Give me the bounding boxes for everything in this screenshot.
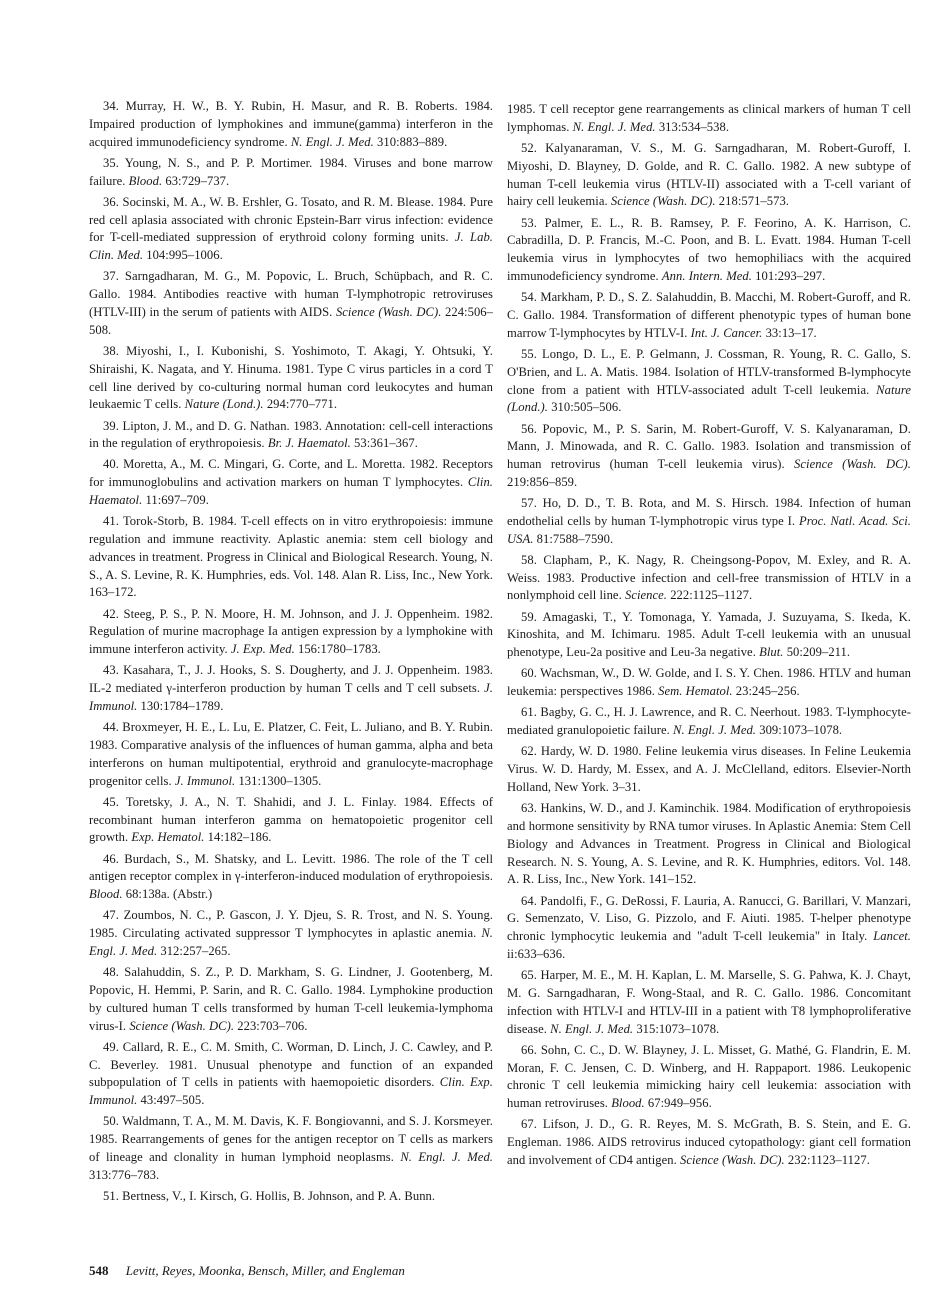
reference-number: 44. bbox=[103, 720, 119, 735]
reference-citation: 130:1784–1789. bbox=[140, 699, 224, 714]
reference-text: Toretsky, J. A., N. T. Shahidi, and J. L. Finlay. 1984. Effects of recombinant human interferon gamma on hematopoietic progenitor cell growth. bbox=[89, 794, 493, 845]
reference-citation: 313:534–538. bbox=[658, 119, 730, 134]
reference-text: Pandolfi, F., G. DeRossi, F. Lauria, A. Ranucci, G. Barillari, V. Manzari, G. Semenzato, V. Liso, G. Pizzolo, and F. Aiuti. 1985. T-helper phenotype chronic lymphocytic leukemia and "adult T-cell leukemia" in Italy. bbox=[507, 893, 911, 944]
reference-citation: 67:949–956. bbox=[647, 1096, 712, 1111]
reference-journal: Proc. Natl. Acad. Sci. USA. bbox=[507, 513, 911, 546]
reference-journal: Clin. Haematol. bbox=[89, 475, 493, 508]
reference-number: 38. bbox=[103, 343, 119, 358]
reference-entry bbox=[89, 194, 493, 265]
reference-number: 49. bbox=[103, 1039, 119, 1054]
reference-text: Callard, R. E., C. M. Smith, C. Worman, D. Linch, J. C. Cawley, and P. C. Beverley. 1981. Unusual phenotype and function of an expanded subpopulation of T cells in patients with haemopoietic disorders. bbox=[89, 1039, 494, 1090]
reference-entry bbox=[507, 1116, 911, 1169]
reference-citation: 310:505–506. bbox=[551, 400, 622, 415]
reference-text: Socinski, M. A., W. B. Ershler, G. Tosato, and R. M. Blease. 1984. Pure red cell aplasia associated with chronic Epstein-Barr virus infection: evidence for T-cell-mediated suppression of erythroid colony forming units. bbox=[89, 194, 493, 245]
reference-entry bbox=[507, 967, 911, 1038]
reference-entry bbox=[89, 1039, 493, 1110]
reference-journal: N. Engl. J. Med. bbox=[550, 1021, 634, 1036]
reference-number: 58. bbox=[521, 552, 537, 567]
reference-entry bbox=[507, 1042, 911, 1113]
reference-number: 65. bbox=[521, 968, 537, 983]
reference-text: Popovic, M., P. S. Sarin, M. Robert-Guroff, V. S. Kalyanaraman, D. Mann, J. Minowada, and R. C. Gallo. 1983. Isolation and transmission of human retrovirus (human T-cell leukemia virus). bbox=[507, 421, 911, 472]
reference-entry bbox=[507, 743, 911, 796]
reference-column-left bbox=[89, 98, 493, 1209]
reference-number: 54. bbox=[521, 290, 537, 305]
reference-journal: N. Engl. J. Med. bbox=[290, 134, 374, 149]
reference-entry bbox=[507, 552, 911, 605]
reference-number: 37. bbox=[103, 269, 119, 284]
reference-journal: N. Engl. J. Med. bbox=[400, 1149, 493, 1164]
reference-text: Bagby, G. C., H. J. Lawrence, and R. C. Neerhout. 1983. T-lymphocyte-mediated granulopoietic failure. bbox=[507, 705, 911, 738]
reference-journal: J. Lab. Clin. Med. bbox=[89, 230, 494, 263]
reference-number: 56. bbox=[521, 421, 537, 436]
reference-text: Longo, D. L., E. P. Gelmann, J. Cossman, R. Young, R. C. Gallo, S. O'Brien, and L. A. Matis. 1984. Isolation of HTLV-transformed B-lymphocyte clone from a patient with HTLV-associated adult T-cell leukemia. bbox=[507, 346, 911, 397]
reference-text: Markham, P. D., S. Z. Salahuddin, B. Macchi, M. Robert-Guroff, and R. C. Gallo. 1984. Transformation of different phenotypic types of human bone marrow T-lymphocytes by HTLV-I. bbox=[507, 290, 911, 340]
reference-journal: N. Engl. J. Med. bbox=[673, 723, 757, 738]
reference-number: 67. bbox=[521, 1117, 537, 1132]
reference-journal: Blood. bbox=[611, 1096, 645, 1111]
reference-citation: 224:506–508. bbox=[89, 304, 493, 337]
reference-text: Wachsman, W., D. W. Golde, and I. S. Y. Chen. 1986. HTLV and human leukemia: perspectives 1986. bbox=[507, 666, 911, 699]
reference-entry bbox=[507, 893, 911, 964]
reference-number: 66. bbox=[521, 1042, 537, 1057]
reference-number: 59. bbox=[521, 609, 537, 624]
reference-number: 41. bbox=[103, 514, 119, 529]
reference-citation: 218:571–573. bbox=[718, 194, 789, 209]
reference-citation: 68:138a. (Abstr.) bbox=[125, 887, 213, 902]
reference-citation: 309:1073–1078. bbox=[759, 723, 843, 738]
reference-number: 51. bbox=[103, 1188, 119, 1203]
reference-entry bbox=[89, 155, 493, 191]
reference-entry bbox=[89, 662, 493, 715]
reference-journal: Br. J. Haematol. bbox=[267, 436, 351, 451]
page-footer bbox=[89, 1263, 405, 1279]
reference-entry bbox=[89, 1188, 493, 1206]
reference-journal: Science. bbox=[624, 588, 667, 603]
reference-number: 61. bbox=[521, 705, 537, 720]
reference-citation: 104:995–1006. bbox=[146, 248, 223, 263]
reference-entry bbox=[89, 606, 493, 659]
reference-number: 47. bbox=[103, 908, 119, 923]
reference-text: Zoumbos, N. C., P. Gascon, J. Y. Djeu, S. R. Trost, and N. S. Young. 1985. Circulating activated suppressor T lymphocytes in aplastic anemia. bbox=[89, 908, 493, 941]
reference-entry bbox=[507, 665, 911, 701]
reference-entry bbox=[89, 268, 493, 339]
reference-entry bbox=[89, 794, 493, 847]
reference-number: 57. bbox=[521, 496, 537, 511]
reference-journal: Nature (Lond.). bbox=[184, 397, 264, 412]
reference-text: Salahuddin, S. Z., P. D. Markham, S. G. Lindner, J. Gootenberg, M. Popovic, H. Hemmi, P. Sarin, and R. C. Gallo. 1984. Lymphokine production by cultured human T cells transformed by human T-cell leukemia-lymphoma virus-I. bbox=[89, 965, 494, 1033]
reference-entry bbox=[89, 456, 493, 509]
reference-entry bbox=[89, 343, 493, 414]
reference-number: 46. bbox=[103, 851, 119, 866]
reference-text: 1985. T cell receptor gene rearrangements as clinical markers of human T cell lymphomas. bbox=[507, 102, 911, 134]
reference-journal: Blut. bbox=[759, 645, 784, 660]
reference-number: 40. bbox=[103, 457, 119, 472]
reference-citation: 50:209–211. bbox=[786, 645, 851, 660]
reference-number: 52. bbox=[521, 140, 537, 155]
reference-number: 45. bbox=[103, 794, 119, 809]
reference-text: Sohn, C. C., D. W. Blayney, J. L. Misset, G. Mathé, G. Flandrin, E. M. Moran, F. C. Jensen, C. D. Winberg, and H. Rappaport. 1986. Leukopenic chronic T cell leukemia mimicking hairy cell leukemia: association with human retroviruses. bbox=[507, 1042, 911, 1111]
reference-text: Kasahara, T., J. J. Hooks, S. S. Dougherty, and J. J. Oppenheim. 1983. IL-2 mediated γ-interferon production by human T cells and T cell subsets. bbox=[89, 663, 493, 696]
reference-entry bbox=[89, 1113, 493, 1184]
reference-citation: 313:776–783. bbox=[89, 1167, 160, 1182]
reference-journal: J. Immunol. bbox=[174, 773, 236, 788]
reference-journal: Blood. bbox=[89, 887, 123, 902]
reference-entry bbox=[507, 704, 911, 740]
reference-journal: Exp. Hematol. bbox=[131, 830, 205, 845]
reference-journal: Science (Wash. DC). bbox=[794, 457, 911, 472]
reference-citation: 53:361–367. bbox=[354, 436, 418, 451]
reference-entry bbox=[89, 98, 493, 151]
reference-citation: 81:7588–7590. bbox=[536, 531, 614, 546]
reference-citation: 156:1780–1783. bbox=[297, 642, 381, 657]
reference-text: Ho, D. D., T. B. Rota, and M. S. Hirsch. 1984. Infection of human endothelial cells by human T-lymphotropic virus type I. bbox=[507, 496, 911, 528]
reference-text: Kalyanaraman, V. S., M. G. Sarngadharan, M. Robert-Guroff, I. Miyoshi, D. Blayney, D. Golde, and R. C. Gallo. 1982. A new subtype of human T-cell leukemia virus (HTLV-II) associated with a T-cell variant of hairy cell leukemia. bbox=[507, 140, 912, 209]
reference-text: Hardy, W. D. 1980. Feline leukemia virus diseases. In Feline Leukemia Virus. W. D. Hardy, M. Essex, and A. J. McClelland, editors. Elsevier-North Holland, New York. 3–31. bbox=[507, 744, 911, 794]
reference-entry bbox=[507, 215, 911, 286]
reference-entry bbox=[89, 851, 493, 904]
reference-number: 39. bbox=[103, 418, 119, 433]
reference-citation: 312:257–265. bbox=[160, 943, 231, 958]
reference-entry bbox=[89, 513, 493, 602]
reference-text: Burdach, S., M. Shatsky, and L. Levitt. 1986. The role of the T cell antigen receptor complex in γ-interferon-induced modulation of erythropoiesis. bbox=[89, 851, 494, 884]
reference-text: Hankins, W. D., and J. Kaminchik. 1984. Modification of erythropoiesis and hormone sensitivity by RNA tumor viruses. In Aplastic Anemia: Stem Cell Biology and Advances in Treatment. Progress in Clinical and Biological Research. N. S. Young, A. S. Levine, and R. K. Humphries, editors. Vol. 148. A. R. Liss, Inc., New York. 141–152. bbox=[507, 801, 911, 887]
reference-text: Amagaski, T., Y. Tomonaga, Y. Yamada, J. Suzuyama, S. Ikeda, K. Kinoshita, and M. Ichimaru. 1985. Adult T-cell leukemia with an unusual phenotype, Leu-2a positive and Leu-3a negative. bbox=[507, 609, 911, 660]
reference-citation: 101:293–297. bbox=[755, 268, 826, 283]
reference-text: Waldmann, T. A., M. M. Davis, K. F. Bongiovanni, and S. J. Korsmeyer. 1985. Rearrangements of genes for the antigen receptor on T cells as markers of lineage and clonality in human lymphoid neoplasms. bbox=[89, 1114, 493, 1164]
reference-number: 48. bbox=[103, 965, 119, 980]
reference-column-right bbox=[507, 101, 911, 1173]
reference-text: Clapham, P., K. Nagy, R. Cheingsong-Popov, M. Exley, and R. A. Weiss. 1983. Productive infection and cell-free transmission of HTLV in a nonlymphoid cell line. bbox=[507, 552, 911, 603]
reference-entry bbox=[89, 418, 493, 454]
reference-number: 36. bbox=[103, 194, 119, 209]
reference-citation: 223:703–706. bbox=[237, 1018, 308, 1033]
reference-journal: Lancet. bbox=[873, 929, 911, 944]
reference-text: Lifson, J. D., G. R. Reyes, M. S. McGrath, B. S. Stein, and E. G. Engleman. 1986. AIDS retrovirus induced cytopathology: giant cell formation and involvement of CD4 antigen. bbox=[507, 1117, 911, 1167]
reference-citation: 11:697–709. bbox=[145, 493, 209, 508]
reference-citation: 310:883–889. bbox=[377, 134, 448, 149]
reference-citation: ii:633–636. bbox=[507, 946, 566, 961]
reference-citation: 63:729–737. bbox=[165, 173, 230, 188]
page-number: 548 bbox=[89, 1263, 109, 1278]
reference-citation: 33:13–17. bbox=[765, 325, 817, 340]
reference-number: 43. bbox=[103, 663, 119, 678]
reference-text: Murray, H. W., B. Y. Rubin, H. Masur, and R. B. Roberts. 1984. Impaired production of lymphokines and immune(gamma) interferon in the acquired immunodeficiency syndrome. bbox=[89, 99, 494, 149]
reference-citation: 43:497–505. bbox=[140, 1093, 205, 1108]
reference-entry bbox=[507, 800, 911, 889]
reference-citation: 222:1125–1127. bbox=[670, 588, 753, 603]
reference-text: Young, N. S., and P. P. Mortimer. 1984. Viruses and bone marrow failure. bbox=[89, 155, 493, 188]
reference-entry bbox=[89, 964, 493, 1035]
reference-entry bbox=[89, 719, 493, 790]
reference-entry bbox=[89, 907, 493, 960]
reference-citation: 23:245–256. bbox=[735, 684, 800, 699]
running-authors: Levitt, Reyes, Moonka, Bensch, Miller, and Engleman bbox=[125, 1263, 405, 1278]
reference-continuation bbox=[507, 101, 911, 137]
reference-text: Broxmeyer, H. E., L. Lu, E. Platzer, C. Feit, L. Juliano, and B. Y. Rubin. 1983. Comparative analysis of the influences of human gamma, alpha and beta interferons on human multipotential, erythroid and granulocyte-macrophage progenitor cells. bbox=[89, 720, 494, 788]
reference-number: 55. bbox=[521, 346, 537, 361]
reference-entry bbox=[507, 421, 911, 492]
reference-journal: Sem. Hematol. bbox=[658, 684, 733, 699]
reference-text: Harper, M. E., M. H. Kaplan, L. M. Marselle, S. G. Pahwa, K. J. Chayt, M. G. Sarngadharan, F. Wong-Staal, and R. C. Gallo. 1986. Concomitant infection with HTLV-I and HTLV-III in a patient with T8 lymphoproliferative disease. bbox=[507, 968, 911, 1036]
reference-journal: Science (Wash. DC). bbox=[129, 1018, 235, 1033]
reference-citation: 131:1300–1305. bbox=[238, 773, 322, 788]
reference-journal: J. Immunol. bbox=[89, 681, 494, 714]
reference-citation: 294:770–771. bbox=[266, 397, 338, 412]
reference-journal: Science (Wash. DC). bbox=[610, 194, 716, 209]
reference-citation: 14:182–186. bbox=[207, 830, 272, 845]
reference-journal: Blood. bbox=[128, 173, 163, 188]
reference-journal: Int. J. Cancer. bbox=[690, 325, 763, 340]
reference-journal: Ann. Intern. Med. bbox=[661, 268, 752, 283]
reference-entry bbox=[507, 346, 911, 417]
reference-entry bbox=[507, 609, 911, 662]
reference-number: 53. bbox=[521, 215, 537, 230]
reference-citation: 219:856–859. bbox=[507, 474, 578, 489]
reference-journal: N. Engl. J. Med. bbox=[89, 926, 494, 958]
reference-journal: Clin. Exp. Immunol. bbox=[89, 1075, 493, 1108]
reference-number: 35. bbox=[103, 155, 119, 170]
reference-citation: 232:1123–1127. bbox=[787, 1152, 870, 1167]
reference-number: 64. bbox=[521, 893, 537, 908]
reference-entry bbox=[507, 289, 911, 342]
reference-text: Steeg, P. S., P. N. Moore, H. M. Johnson, and J. J. Oppenheim. 1982. Regulation of murine macrophage Ia antigen expression by a lymphokine with immune interferon activity. bbox=[89, 606, 493, 657]
reference-number: 63. bbox=[521, 801, 537, 816]
reference-text: Bertness, V., I. Kirsch, G. Hollis, B. Johnson, and P. A. Bunn. bbox=[122, 1188, 436, 1203]
reference-journal: Science (Wash. DC). bbox=[680, 1152, 785, 1167]
reference-number: 42. bbox=[103, 606, 119, 621]
reference-text: Torok-Storb, B. 1984. T-cell effects on in vitro erythropoiesis: immune regulation and immune reactivity. Aplastic anemia: stem cell biology and advances in treatment. Progress in Clinical and Biological Research. Young, N. S., A. S. Levine, R. K. Humphries, eds. Vol. 148. Alan R. Liss, Inc., New York. 163–172. bbox=[89, 514, 493, 600]
reference-number: 50. bbox=[103, 1114, 119, 1129]
reference-citation: 315:1073–1078. bbox=[636, 1021, 720, 1036]
reference-entry bbox=[507, 495, 911, 548]
reference-entry bbox=[507, 140, 911, 211]
reference-number: 34. bbox=[103, 99, 119, 113]
reference-journal: J. Exp. Med. bbox=[230, 642, 295, 657]
reference-journal: N. Engl. J. Med. bbox=[572, 119, 656, 134]
reference-text: Sarngadharan, M. G., M. Popovic, L. Bruch, Schüpbach, and R. C. Gallo. 1984. Antibodies reactive with human T-lymphotropic retroviruses (HTLV-III) in the serum of patients with AIDS. bbox=[89, 269, 494, 319]
reference-number: 60. bbox=[521, 666, 537, 681]
reference-text: Palmer, E. L., R. B. Ramsey, P. F. Feorino, A. K. Harrison, C. Cabradilla, D. P. Francis, M.-C. Poon, and B. L. Evatt. 1984. Human T-cell leukemia virus in lymphocytes of two hemophiliacs with the acquired immunodeficiency syndrome. bbox=[507, 215, 911, 283]
reference-journal: Nature (Lond.). bbox=[507, 382, 911, 415]
reference-text: Miyoshi, I., I. Kubonishi, S. Yoshimoto, T. Akagi, Y. Ohtsuki, Y. Shiraishi, K. Nagata, and Y. Hinuma. 1981. Type C virus particles in a cord T cell line derived by co-culturing normal human cord leukocytes and human leukaemic T cells. bbox=[89, 343, 494, 412]
reference-number: 62. bbox=[521, 744, 537, 759]
reference-journal: Science (Wash. DC). bbox=[335, 304, 442, 319]
reference-text: Lipton, J. M., and D. G. Nathan. 1983. Annotation: cell-cell interactions in the regulation of erythropoiesis. bbox=[89, 418, 494, 451]
reference-text: Moretta, A., M. C. Mingari, G. Corte, and L. Moretta. 1982. Receptors for immunoglobulins and activation markers on human T lymphocytes. bbox=[89, 457, 494, 490]
